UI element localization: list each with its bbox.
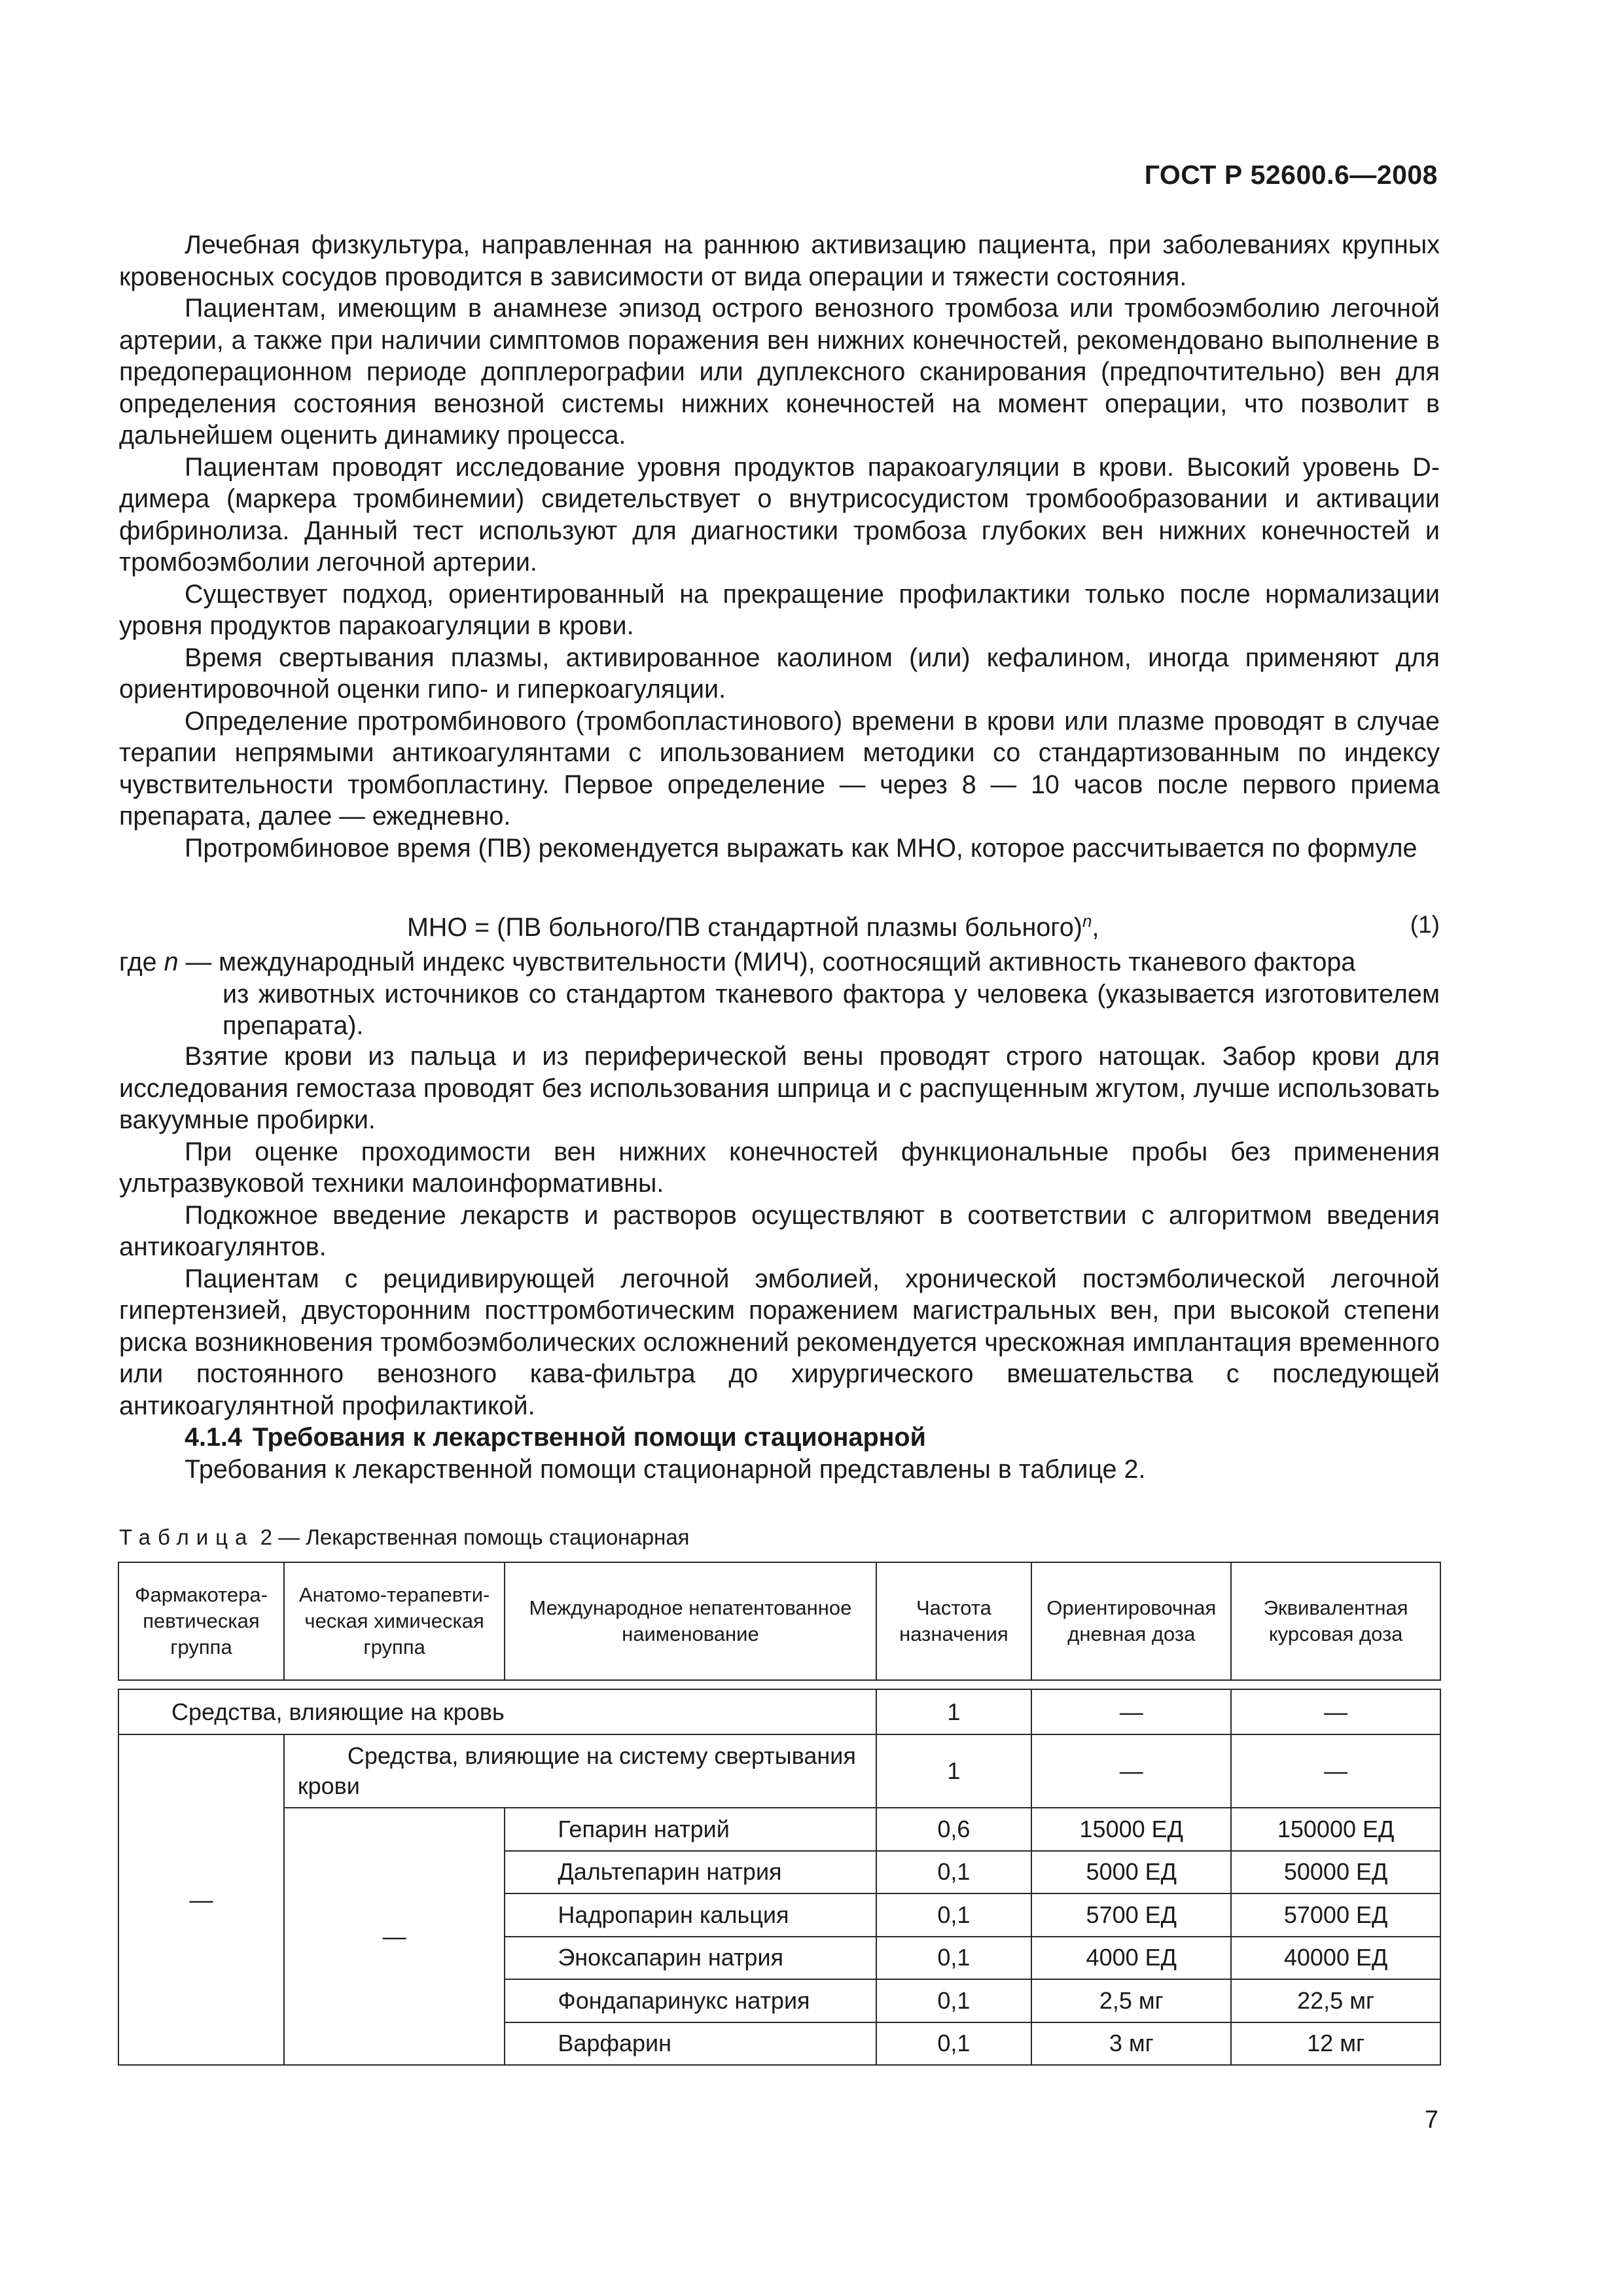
section-heading xyxy=(119,1422,1440,1454)
section-number: 4.1.4 xyxy=(185,1423,242,1452)
course-dose-cell: 12 мг xyxy=(1231,2022,1440,2066)
paragraph: Пациентам проводят исследование уровня продуктов паракоагуляции в крови. Высокий уровень D-димера (маркера тромбинемии) свидетельствует о внутрисосудистом тромбообразовании и активации фибринолиза. Данный тест используют для диагностики тромбоза глубоких вен нижних конечностей и тромбоэмболии легочной артерии. xyxy=(119,452,1440,577)
drug-name-cell: Надропарин кальция xyxy=(505,1893,876,1937)
paragraph: Определение протромбинового (тромбопластинового) времени в крови или плазме проводят в случае терапии непрямыми антикоагулянтами с ипользованием методики со стандартизованным по индексу чувствительности тромбопластину. Первое определение — через 8 — 10 часов после первого приема препарата, далее — ежедневно. xyxy=(119,706,1440,831)
paragraph: Взятие крови из пальца и из периферической вены проводят строго натощак. Забор крови для исследования гемостаза проводят без использования шприца и с распущенным жгутом, лучше использовать вакуумные пробирки. xyxy=(119,1042,1440,1134)
frequency-cell: 0,1 xyxy=(876,1851,1032,1894)
daily-dose-cell: 5700 ЕД xyxy=(1031,1893,1231,1937)
daily-dose-cell: 4000 ЕД xyxy=(1031,1937,1231,1980)
table-header-row xyxy=(118,1562,1440,1680)
section-paragraph: Требования к лекарственной помощи стационарной представлены в таблице 2. xyxy=(185,1454,1146,1484)
table-caption-number: 2 xyxy=(260,1525,272,1549)
column-header: Ориентировочная дневная доза xyxy=(1031,1562,1231,1680)
daily-dose-cell: — xyxy=(1031,1734,1231,1808)
course-dose-cell: 150000 ЕД xyxy=(1231,1808,1440,1851)
course-dose-cell: 50000 ЕД xyxy=(1231,1851,1440,1894)
paragraph: Пациентам, имеющим в анамнезе эпизод острого венозного тромбоза или тромбоэмболию легочной артерии, а также при наличии симптомов поражения вен нижних конечностей, рекомендовано выполнение в предоперационном периоде допплерографии или дуплексного сканирования (предпочтительно) вен для определения состояния венозной системы нижних конечностей на момент операции, что позволит в дальнейшем оценить динамику процесса. xyxy=(119,294,1440,450)
daily-dose-cell: 2,5 мг xyxy=(1031,1979,1231,2022)
section-title: Требования к лекарственной помощи стационарной xyxy=(252,1423,926,1452)
subgroup-name-cell: Средства, влияющие на систему свертывания крови xyxy=(284,1734,876,1808)
legend-first-line: где n — международный индекс чувствительности (МИЧ), соотносящий активность тканевого фактора xyxy=(119,948,1356,977)
drug-name-cell: Эноксапарин натрия xyxy=(505,1937,876,1980)
paragraph: Время свертывания плазмы, активированное каолином (или) кефалином, иногда применяют для ориентировочной оценки гипо- и гиперкоагуляции. xyxy=(119,643,1440,704)
frequency-cell: 1 xyxy=(876,1689,1032,1734)
formula-number: (1) xyxy=(1410,911,1440,938)
frequency-cell: 0,1 xyxy=(876,1979,1032,2022)
table-row-group xyxy=(118,1689,1440,1734)
drug-name-cell: Варфарин xyxy=(505,2022,876,2066)
drug-name-cell: Фондапаринукс натрия xyxy=(505,1979,876,2022)
table-row xyxy=(118,1808,1440,1851)
atc-group-cell: — xyxy=(284,1808,505,2065)
page-number: 7 xyxy=(1424,2106,1438,2134)
paragraph: Протромбиновое время (ПВ) рекомендуется выражать как МНО, которое рассчитывается по формуле xyxy=(185,833,1418,863)
body-text-before-formula xyxy=(119,229,1440,864)
column-header: Фармакотера-певтическая группа xyxy=(118,1562,284,1680)
column-header: Анатомо-терапевти-ческая химическая группа xyxy=(284,1562,505,1680)
header-separator xyxy=(118,1680,1440,1689)
formula-expression: МНО = (ПВ больного/ПВ стандартной плазмы больного)$^n$, xyxy=(407,911,1099,942)
table-row-subgroup xyxy=(118,1734,1440,1808)
course-dose-cell: 57000 ЕД xyxy=(1231,1893,1440,1937)
group-name-cell: Средства, влияющие на кровь xyxy=(118,1689,876,1734)
frequency-cell: 1 xyxy=(876,1734,1032,1808)
document-code: ГОСТ Р 52600.6—2008 xyxy=(1144,160,1438,190)
frequency-cell: 0,6 xyxy=(876,1808,1032,1851)
frequency-cell: 0,1 xyxy=(876,1937,1032,1980)
course-dose-cell: 40000 ЕД xyxy=(1231,1937,1440,1980)
paragraph: При оценке проходимости вен нижних конечностей функциональные пробы без применения ультразвуковой техники малоинформативны. xyxy=(119,1137,1440,1198)
formula-exponent: n xyxy=(1082,911,1092,931)
course-dose-cell: — xyxy=(1231,1689,1440,1734)
frequency-cell: 0,1 xyxy=(876,2022,1032,2066)
table-caption-title: — Лекарственная помощь стационарная xyxy=(278,1525,690,1549)
daily-dose-cell: 3 мг xyxy=(1031,2022,1231,2066)
paragraph: Существует подход, ориентированный на прекращение профилактики только после нормализации уровня продуктов паракоагуляции в крови. xyxy=(119,579,1440,640)
course-dose-cell: 22,5 мг xyxy=(1231,1979,1440,2022)
drug-name-cell: Гепарин натрий xyxy=(505,1808,876,1851)
legend-continuation: из животных источников со стандартом тканевого фактора у человека (указывается изготовителем препарата). xyxy=(223,979,1440,1040)
frequency-cell: 0,1 xyxy=(876,1893,1032,1937)
table-caption xyxy=(119,1525,690,1550)
formula-legend xyxy=(119,946,1440,1042)
drug-name-cell: Дальтепарин натрия xyxy=(505,1851,876,1894)
paragraph: Подкожное введение лекарств и растворов осуществляют в соответствии с алгоритмом введения антикоагулянтов. xyxy=(119,1200,1440,1261)
course-dose-cell: — xyxy=(1231,1734,1440,1808)
column-header: Частота назначения xyxy=(876,1562,1032,1680)
body-text-after-formula xyxy=(119,1041,1440,1485)
column-header: Международное непатентованное наименование xyxy=(505,1562,876,1680)
daily-dose-cell: 15000 ЕД xyxy=(1031,1808,1231,1851)
paragraph: Пациентам с рецидивирующей легочной эмболией, хронической постэмболической легочной гипертензией, двусторонним посттромботическим поражением магистральных вен, при высокой степени риска возникновения тромбоэмболических осложнений рекомендуется чрескожная имплантация временного или постоянного венозного кава-фильтра до хирургического вмешательства с последующей антикоагулянтной профилактикой. xyxy=(119,1264,1440,1420)
daily-dose-cell: 5000 ЕД xyxy=(1031,1851,1231,1894)
table-caption-label: Таблица xyxy=(119,1525,255,1549)
legend-symbol: n xyxy=(164,948,179,977)
daily-dose-cell: — xyxy=(1031,1689,1231,1734)
pharm-group-cell: — xyxy=(118,1734,284,2065)
drug-table xyxy=(118,1562,1441,2066)
column-header: Эквивалентная курсовая доза xyxy=(1231,1562,1440,1680)
paragraph: Лечебная физкультура, направленная на раннюю активизацию пациента, при заболеваниях крупных кровеносных сосудов проводится в зависимости от вида операции и тяжести состояния. xyxy=(119,230,1440,291)
